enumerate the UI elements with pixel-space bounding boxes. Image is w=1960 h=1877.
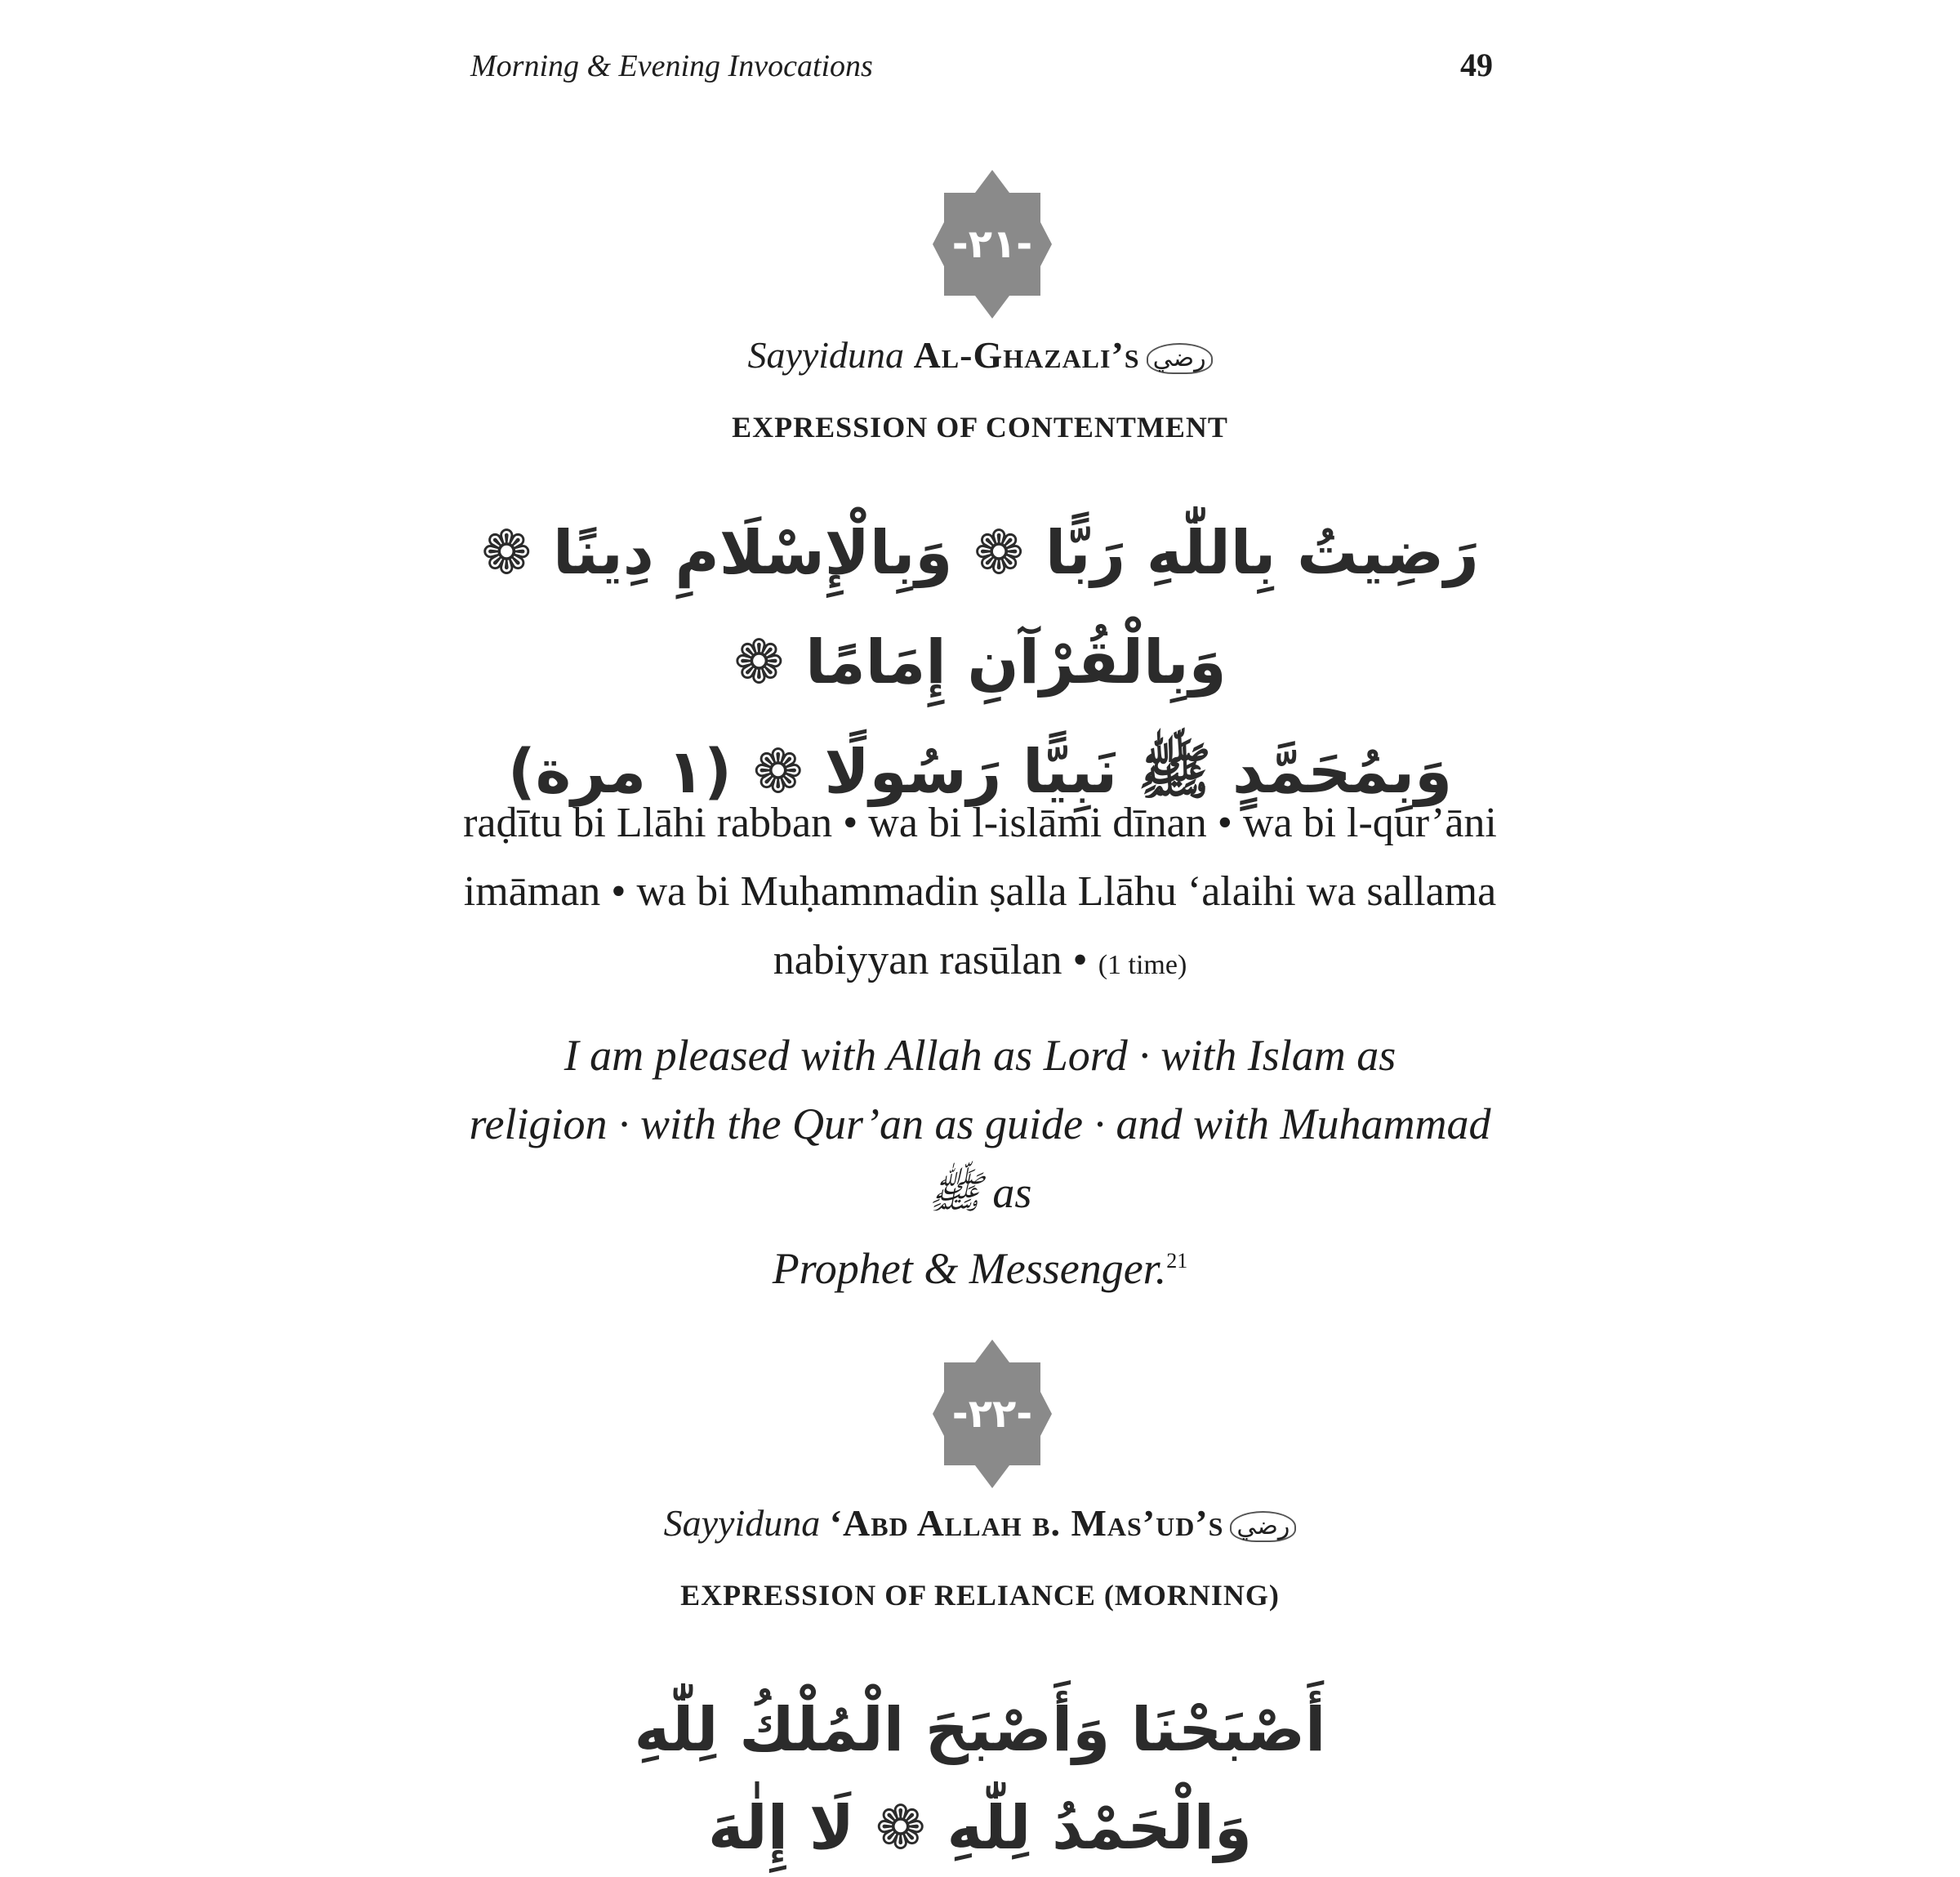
author-line <box>457 333 1503 377</box>
subheading-text: EXPRESSION OF RELIANCE ( <box>680 1579 1115 1612</box>
transliteration <box>457 789 1503 1000</box>
translation <box>457 1021 1503 1303</box>
footnote-ref[interactable]: 21 <box>1166 1249 1188 1273</box>
author-line <box>457 1501 1503 1545</box>
translit-line-2: imāman • wa bi Muḥammadin ṣalla Llāhu ‘alaihi wa sallama <box>463 868 1497 915</box>
translit-line-3-wrap <box>457 926 1503 1000</box>
sayyiduna-label: Sayyiduna <box>663 1502 821 1544</box>
arabic-text-cut-off <box>572 1688 1388 1863</box>
running-head <box>470 46 1493 84</box>
subheading-text: EXPRESSION OF CONTENTMENT <box>732 411 1228 444</box>
section-number-badge <box>933 170 1052 319</box>
subheading-end: ) <box>1268 1579 1280 1612</box>
arabic-line-1: رَضِيتُ بِاللّٰهِ رَبًّا ❁ وَبِالْإِسْلَامِ دِينًا ❁ وَبِالْقُرْآنِ إِمَامًا ❁ <box>481 518 1479 698</box>
section-subheading <box>457 1578 1503 1612</box>
arabic-text <box>457 498 1503 827</box>
translation-line-3-wrap <box>457 1227 1503 1303</box>
page-number: 49 <box>1460 47 1493 83</box>
section-number-badge <box>933 1340 1052 1488</box>
running-title: Morning & Evening Invocations <box>470 49 873 83</box>
translation-line-2: religion · with the Qur’an as guide · and with Muhammad ﷺ as <box>469 1099 1491 1217</box>
author-name: ‘Abd Allah b. Mas’ud’s <box>829 1502 1224 1544</box>
arabic-partial-line: أَصْبَحْنَا وَأَصْبَحَ الْمُلْكُ لِلّٰهِ وَالْحَمْدُ لِلّٰهِ ❁ لَا إِلٰهَ <box>634 1695 1326 1863</box>
recitation-count: (1 time) <box>1098 950 1187 980</box>
translation-line-3: Prophet & Messenger. <box>772 1244 1167 1293</box>
section-subheading <box>457 410 1503 444</box>
translit-line-1: raḍītu bi Llāhi rabban • wa bi l-islāmi dīnan • wa bi l-qur’āni <box>463 800 1497 846</box>
translation-line-1: I am pleased with Allah as Lord · with Islam as <box>564 1031 1396 1080</box>
section-number: -٢٢- <box>951 1391 1033 1437</box>
translit-line-3: nabiyyan rasūlan • <box>773 937 1088 983</box>
honorific-icon: رضي <box>1230 1511 1296 1542</box>
author-name: Al-Ghazali’s <box>913 334 1140 376</box>
subheading-bold: MORNING <box>1114 1579 1269 1612</box>
sayyiduna-label: Sayyiduna <box>747 334 905 376</box>
section-number: -٢١- <box>951 221 1033 267</box>
arabic-line-2: وَبِمُحَمَّدٍ ﷺ نَبِيًّا رَسُولًا ❁ (١ مرة) <box>507 737 1453 807</box>
honorific-icon: رضي <box>1147 343 1213 374</box>
